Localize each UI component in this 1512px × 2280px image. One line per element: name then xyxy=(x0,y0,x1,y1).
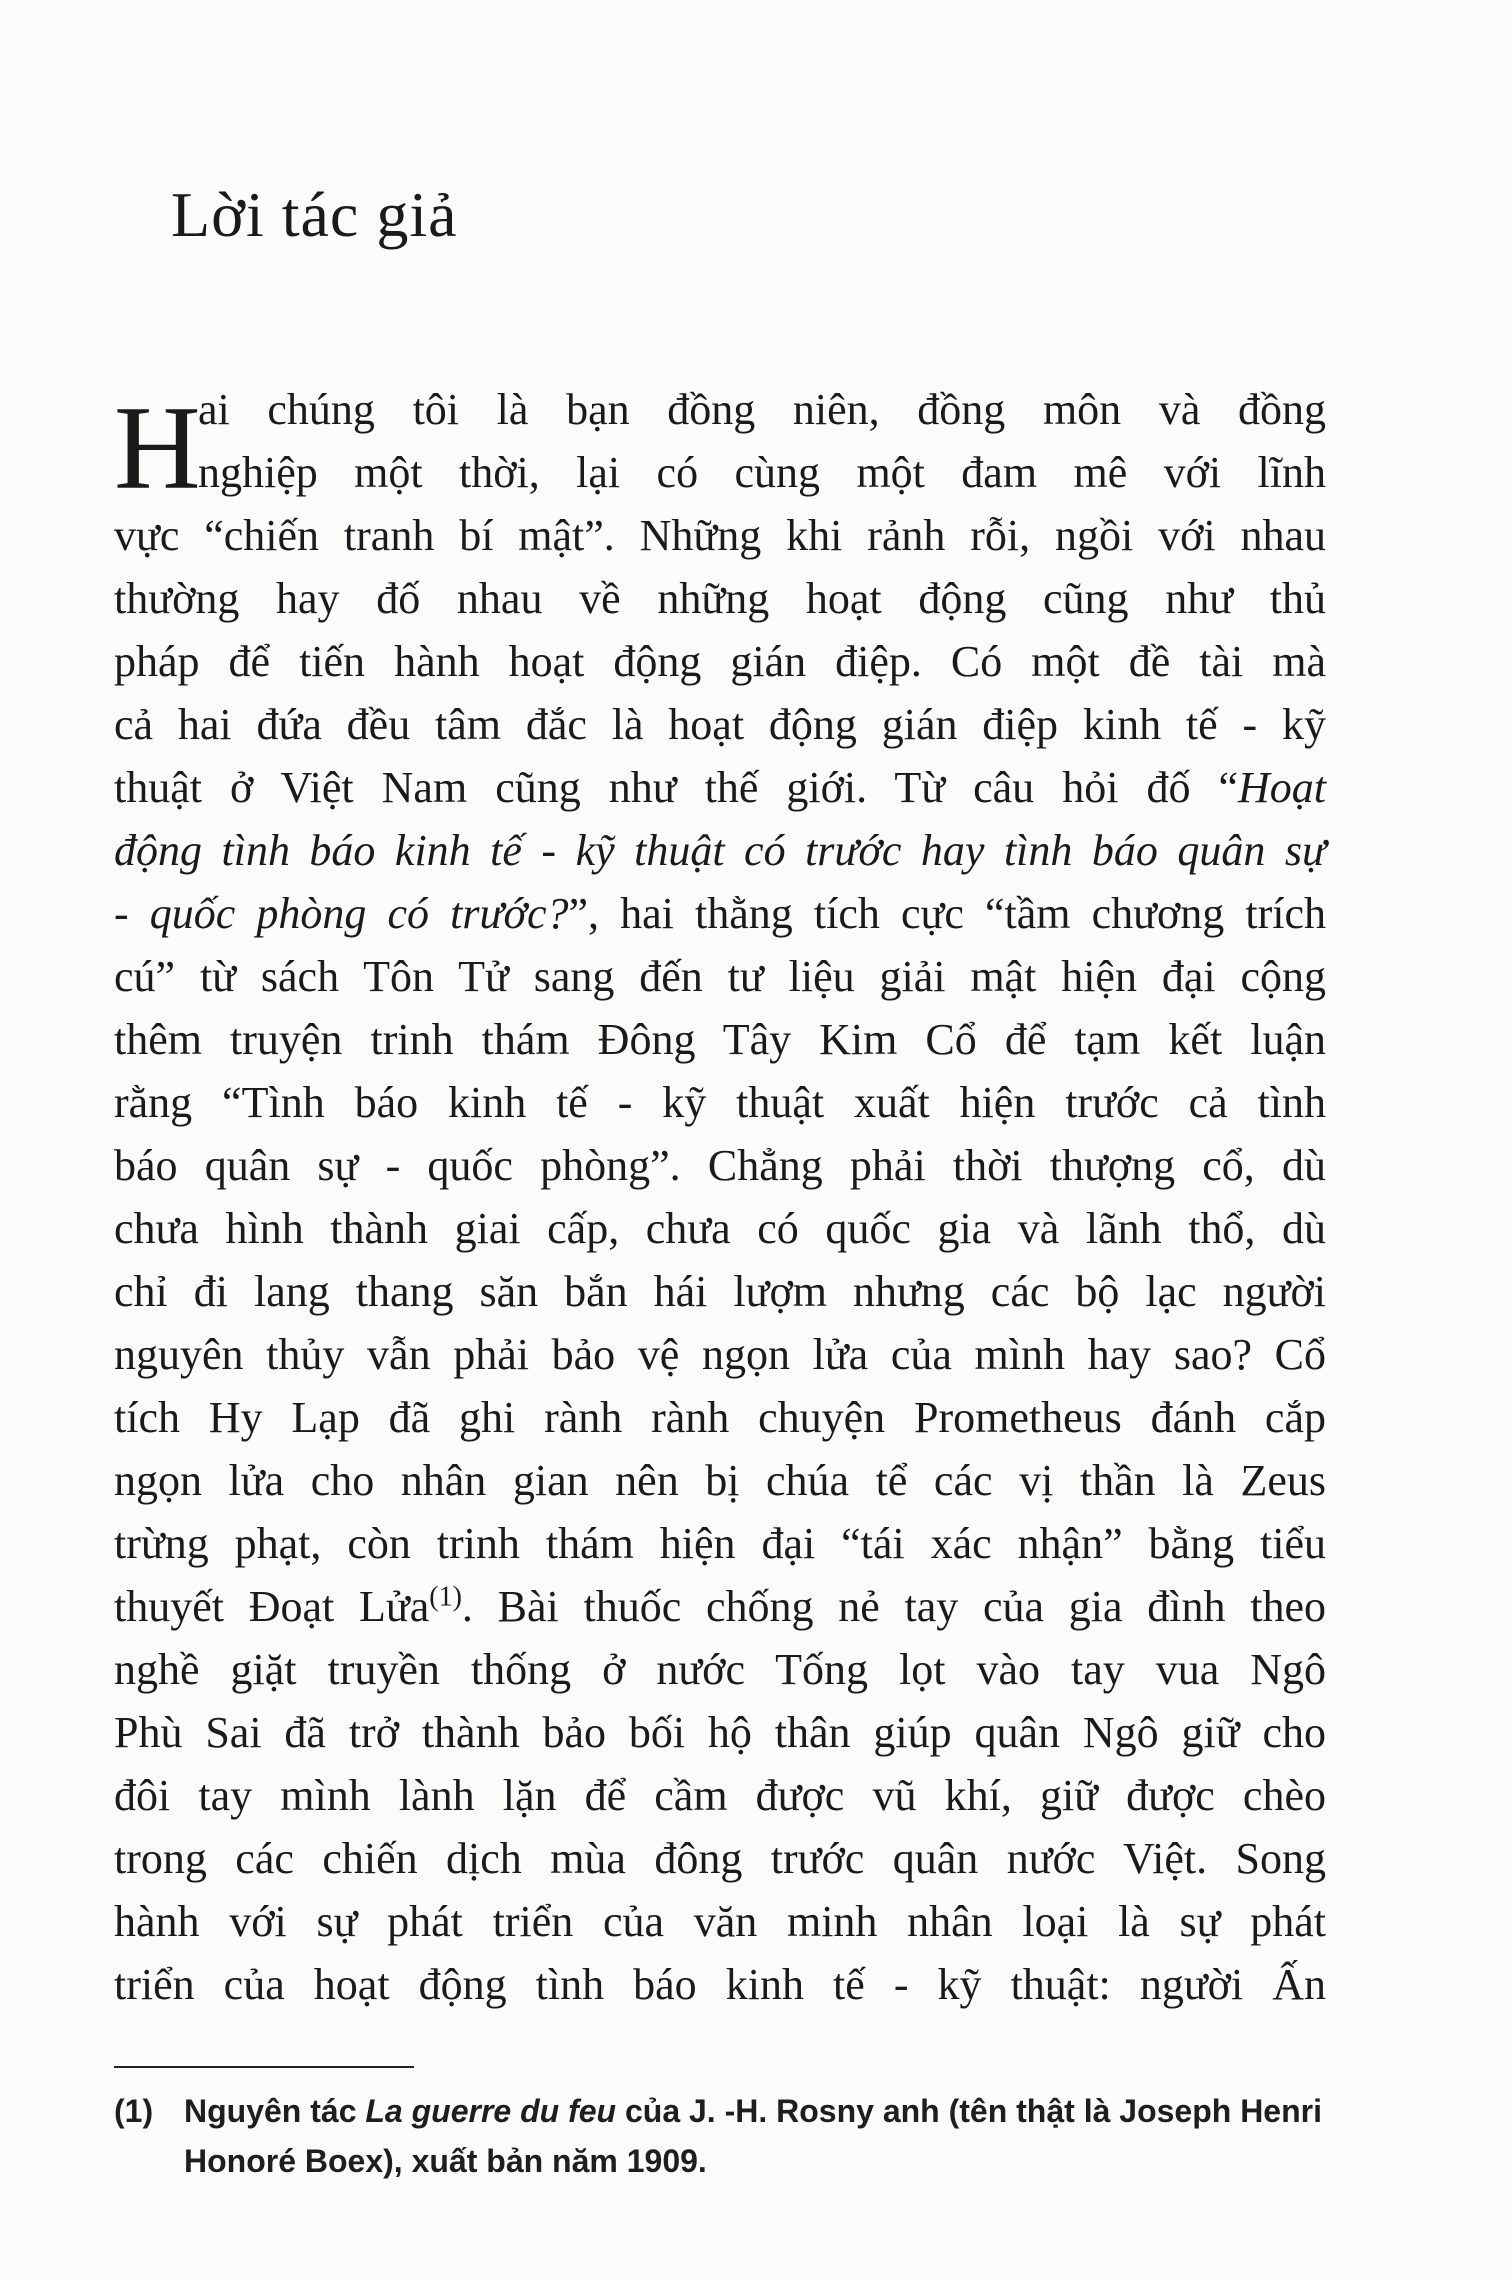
paragraph-line: hành với sự phát triển của văn minh nhân loại là sự phát xyxy=(114,1897,1326,1946)
paragraph-line: báo quân sự - quốc phòng”. Chẳng phải thời thượng cổ, dù xyxy=(114,1141,1326,1190)
paragraph-line: thuyết Đoạt Lửa$^{(1)}$. Bài thuốc chống nẻ tay của gia đình theo xyxy=(114,1581,1327,1631)
paragraph-line: tích Hy Lạp đã ghi rành rành chuyện Prometheus đánh cắp xyxy=(114,1393,1326,1442)
footnote-line-1 xyxy=(114,2086,1326,2136)
footnote-divider xyxy=(114,2066,414,2068)
paragraph-line: nghề giặt truyền thống ở nước Tống lọt vào tay vua Ngô xyxy=(114,1645,1326,1694)
paragraph-line: pháp để tiến hành hoạt động gián điệp. Có một đề tài mà xyxy=(114,637,1326,686)
paragraph-line: thêm truyện trinh thám Đông Tây Kim Cổ để tạm kết luận xyxy=(114,1015,1326,1064)
paragraph-line: đôi tay mình lành lặn để cầm được vũ khí, giữ được chèo xyxy=(114,1771,1326,1820)
paragraph-line: ai chúng tôi là bạn đồng niên, đồng môn và đồng xyxy=(198,385,1326,434)
paragraph-line: Phù Sai đã trở thành bảo bối hộ thân giúp quân Ngô giữ cho xyxy=(114,1708,1326,1757)
paragraph-line: rằng “Tình báo kinh tế - kỹ thuật xuất hiện trước cả tình xyxy=(114,1078,1326,1127)
paragraph-lines xyxy=(114,378,1326,2016)
paragraph-line: cả hai đứa đều tâm đắc là hoạt động gián điệp kinh tế - kỹ xyxy=(114,700,1326,749)
drop-cap: H xyxy=(114,381,201,514)
footnote-text-2: Honoré Boex), xuất bản năm 1909. xyxy=(184,2143,707,2179)
paragraph-line: thường hay đố nhau về những hoạt động cũng như thủ xyxy=(114,574,1326,623)
paragraph-line: cú” từ sách Tôn Tử sang đến tư liệu giải mật hiện đại cộng xyxy=(114,952,1326,1001)
paragraph-line: chưa hình thành giai cấp, chưa có quốc gia và lãnh thổ, dù xyxy=(114,1204,1326,1253)
paragraph-line: - quốc phòng có trước?”, hai thằng tích cực “tầm chương trích xyxy=(114,889,1326,938)
paragraph-line: nguyên thủy vẫn phải bảo vệ ngọn lửa của mình hay sao? Cổ xyxy=(114,1330,1326,1379)
footnote xyxy=(114,2086,1326,2186)
paragraph-line: trừng phạt, còn trinh thám hiện đại “tái xác nhận” bằng tiểu xyxy=(114,1519,1326,1568)
paragraph-line: ngọn lửa cho nhân gian nên bị chúa tể các vị thần là Zeus xyxy=(114,1456,1326,1505)
footnote-number: (1) xyxy=(114,2093,154,2129)
paragraph-line: thuật ở Việt Nam cũng như thế giới. Từ câu hỏi đố “Hoạt xyxy=(114,763,1326,812)
paragraph-line: vực “chiến tranh bí mật”. Những khi rảnh rỗi, ngồi với nhau xyxy=(114,511,1326,560)
body-paragraph xyxy=(114,378,1326,2016)
page-title: Lời tác giả xyxy=(171,179,458,250)
paragraph-line: triển của hoạt động tình báo kinh tế - kỹ thuật: người Ấn xyxy=(114,1960,1326,2009)
paragraph-line: trong các chiến dịch mùa đông trước quân nước Việt. Song xyxy=(114,1834,1326,1883)
footnote-text-1: Nguyên tác La guerre du feu của J. -H. Rosny anh (tên thật là Joseph Henri xyxy=(184,2093,1322,2129)
paragraph-line: chỉ đi lang thang săn bắn hái lượm nhưng các bộ lạc người xyxy=(114,1267,1326,1316)
paragraph-line: nghiệp một thời, lại có cùng một đam mê với lĩnh xyxy=(198,448,1326,497)
paragraph-line: động tình báo kinh tế - kỹ thuật có trước hay tình báo quân sự xyxy=(114,826,1326,875)
